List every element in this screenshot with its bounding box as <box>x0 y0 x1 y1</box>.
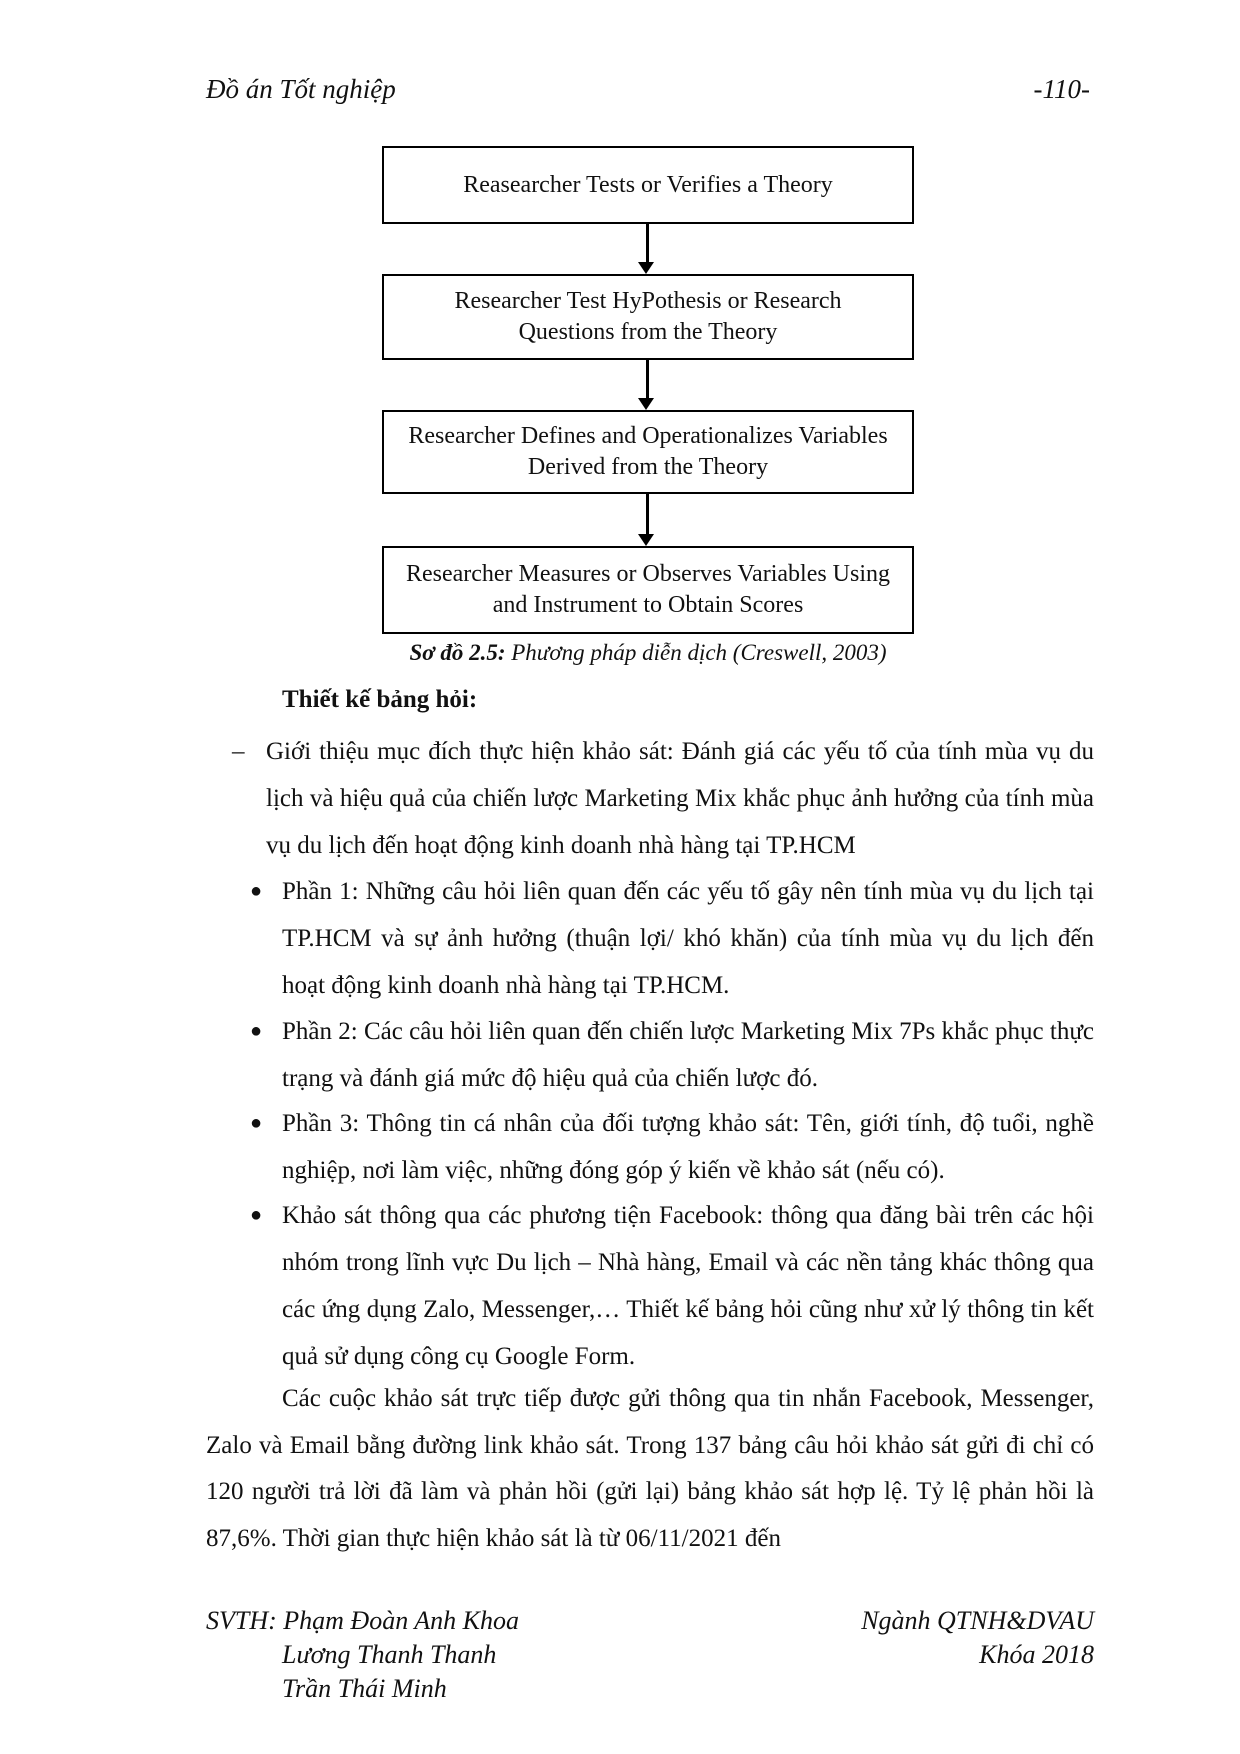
footer-author-3: Trần Thái Minh <box>282 1674 447 1703</box>
footer-author-2: Lương Thanh Thanh <box>282 1640 497 1669</box>
bullet-item-3 <box>206 1100 1094 1194</box>
flow-arrow-3 <box>637 494 657 546</box>
bullet-item-4 <box>206 1192 1094 1380</box>
bullet-icon: ● <box>250 1020 263 1042</box>
bullet-item-1 <box>206 868 1094 1009</box>
flow-box-3: Researcher Defines and Operationalizes Variables Derived from the Theory <box>382 410 914 494</box>
dash-item-text: Giới thiệu mục đích thực hiện khảo sát: Đánh giá các yếu tố của tính mùa vụ du lịch và hiệu quả của chiến lược Marketing Mix khắc phục ảnh hưởng của tính mùa vụ du lịch đến hoạt động kinh doanh nhà hàng tại TP.HCM <box>266 738 1094 859</box>
body-paragraph: Các cuộc khảo sát trực tiếp được gửi thông qua tin nhắn Facebook, Messenger, Zalo và Email bằng đường link khảo sát. Trong 137 bảng câu hỏi khảo sát gửi đi chỉ có 120 người trả lời đã làm và phản hồi (gửi lại) bảng khảo sát hợp lệ. Tỷ lệ phản hồi là 87,6%. Thời gian thực hiện khảo sát là từ 06/11/2021 đến <box>206 1385 1094 1552</box>
page-number: -110- <box>1033 74 1090 104</box>
flow-box-1: Reasearcher Tests or Verifies a Theory <box>382 146 914 224</box>
flow-box-4: Researcher Measures or Observes Variables Using and Instrument to Obtain Scores <box>382 546 914 634</box>
footer-cohort: Khóa 2018 <box>979 1640 1094 1669</box>
footer-major: Ngành QTNH&DVAU <box>861 1606 1094 1635</box>
caption-label: Sơ đồ 2.5: <box>409 640 506 665</box>
page-header <box>206 74 1090 114</box>
dash-marker: – <box>232 738 245 765</box>
bullet-text: Phần 3: Thông tin cá nhân của đối tượng khảo sát: Tên, giới tính, độ tuổi, nghề nghiệp, nơi làm việc, những đóng góp ý kiến về khảo sát (nếu có). <box>282 1110 1094 1184</box>
footer-program <box>861 1604 1094 1672</box>
bullet-text: Phần 1: Những câu hỏi liên quan đến các yếu tố gây nên tính mùa vụ du lịch tại TP.HCM và sự ảnh hưởng (thuận lợi/ khó khăn) của tính mùa vụ du lịch đến hoạt động kinh doanh nhà hàng tại TP.HCM. <box>282 878 1094 999</box>
caption-text: Phương pháp diễn dịch (Creswell, 2003) <box>505 640 887 665</box>
bullet-text: Phần 2: Các câu hỏi liên quan đến chiến lược Marketing Mix 7Ps khắc phục thực trạng và đánh giá mức độ hiệu quả của chiến lược đó. <box>282 1018 1094 1092</box>
footer-author-1: SVTH: Phạm Đoàn Anh Khoa <box>206 1606 519 1635</box>
flow-arrow-1 <box>637 224 657 274</box>
bullet-text: Khảo sát thông qua các phương tiện Facebook: thông qua đăng bài trên các hội nhóm trong lĩnh vực Du lịch – Nhà hàng, Email và các nền tảng khác thông qua các ứng dụng Zalo, Messenger,… Thiết kế bảng hỏi cũng như xử lý thông tin kết quả sử dụng công cụ Google Form. <box>282 1202 1094 1370</box>
figure-caption <box>0 640 1240 666</box>
bullet-item-2 <box>206 1008 1094 1102</box>
bullet-icon: ● <box>250 1112 263 1134</box>
section-title: Thiết kế bảng hỏi: <box>282 686 478 713</box>
footer-authors <box>206 1604 519 1706</box>
flow-box-2: Researcher Test HyPothesis or Research Questions from the Theory <box>382 274 914 360</box>
dash-list-item <box>206 728 1094 869</box>
document-title: Đồ án Tốt nghiệp <box>206 74 396 104</box>
bullet-icon: ● <box>250 880 263 902</box>
bullet-icon: ● <box>250 1204 263 1226</box>
flow-arrow-2 <box>637 360 657 410</box>
